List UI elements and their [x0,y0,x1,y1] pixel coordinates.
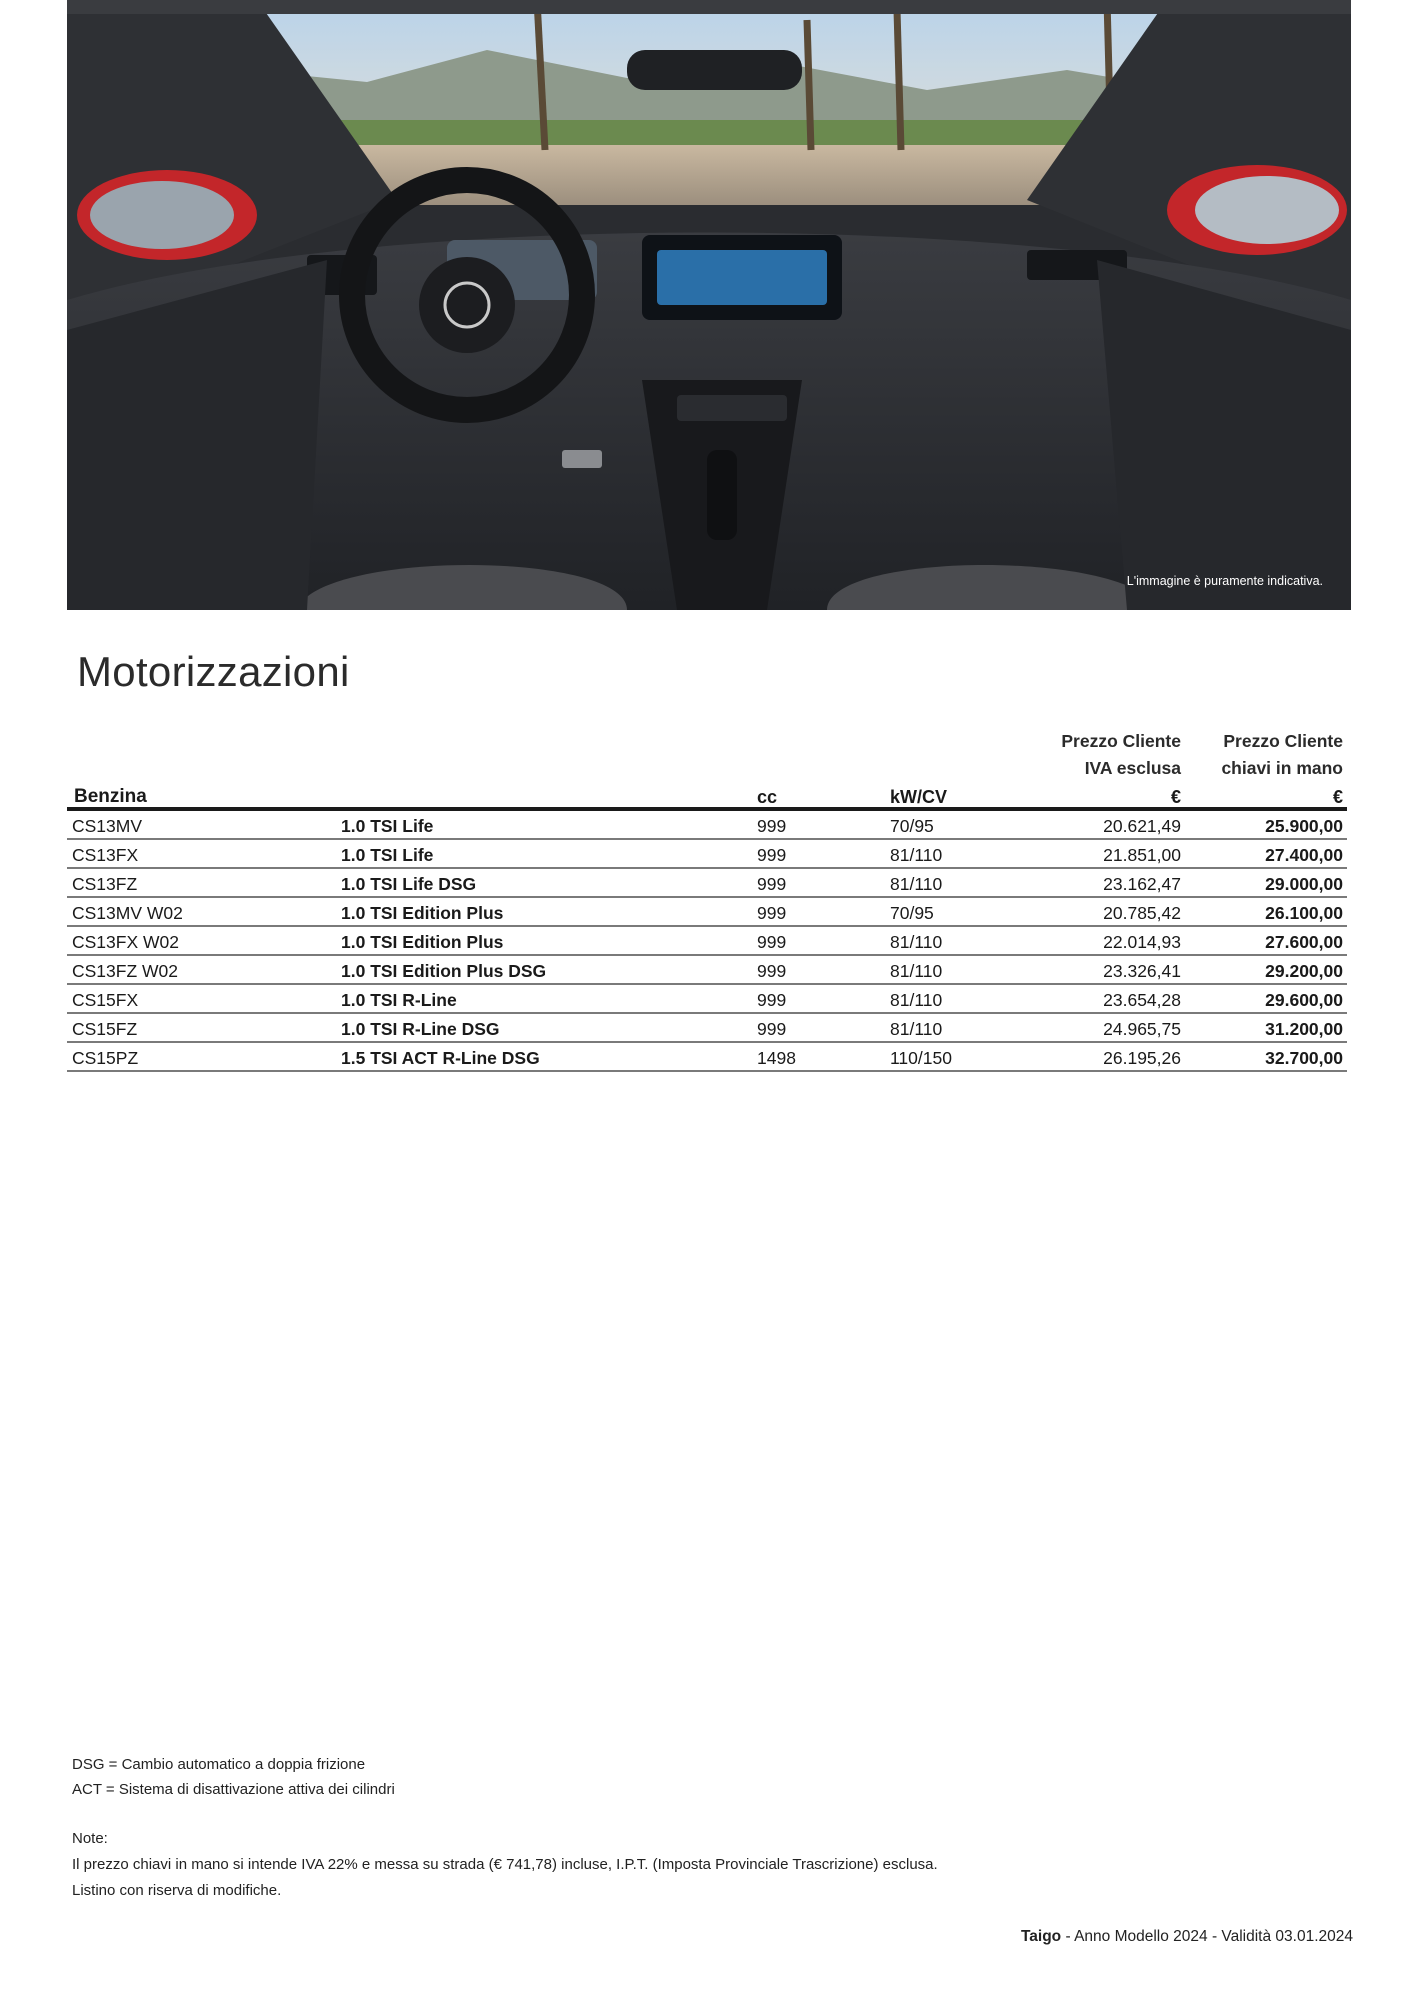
model-name: 1.0 TSI Edition Plus [341,903,504,923]
price-gross: 29.200,00 [1265,961,1343,981]
displacement: 999 [757,990,787,1010]
model-code: CS13FZ [72,874,138,894]
model-code: CS13FX W02 [72,932,179,952]
model-name: 1.0 TSI Edition Plus [341,932,504,952]
legend-act: ACT = Sistema di disattivazione attiva dei cilindri [72,1781,395,1798]
table-row [67,869,1347,898]
notes-line-price: Il prezzo chiavi in mano si intende IVA 22% e messa su strada (€ 741,78) incluse, I.P.T. (Imposta Provinciale Trascrizione) esclusa. [72,1856,938,1873]
footer-validity: - Anno Modello 2024 - Validità 03.01.2024 [1061,1928,1353,1945]
gear-shifter [707,450,737,540]
displacement: 1498 [757,1048,796,1068]
price-gross: 25.900,00 [1265,816,1343,836]
table-row [67,985,1347,1014]
notes-heading: Note: [72,1830,108,1847]
power: 81/110 [890,961,943,981]
model-name: 1.0 TSI Life [341,816,434,836]
displacement: 999 [757,816,787,836]
model-name: 1.0 TSI Life [341,845,434,865]
displacement: 999 [757,903,787,923]
model-name: 1.5 TSI ACT R-Line DSG [341,1048,540,1068]
hero-image [67,0,1351,610]
price-net-header: Prezzo Cliente IVA esclusa [1061,731,1181,778]
model-code: CS15FX [72,990,139,1010]
power: 81/110 [890,874,943,894]
table-row [67,1014,1347,1043]
price-gross: 26.100,00 [1265,903,1343,923]
power: 81/110 [890,845,943,865]
table-row [67,898,1347,927]
price-gross: 29.000,00 [1265,874,1343,894]
power: 70/95 [890,903,934,923]
column-cc: cc [757,787,778,807]
price-net: 26.195,26 [1103,1048,1181,1068]
model-code: CS13FX [72,845,139,865]
price-net: 20.785,42 [1103,903,1181,923]
abbreviation-legend [72,1752,395,1802]
footer-model: Taigo [1020,1928,1062,1945]
power: 110/150 [890,1048,952,1068]
table-row [67,956,1347,985]
legend-dsg: DSG = Cambio automatico a doppia frizione [72,1756,366,1773]
currency-net: € [1170,787,1181,807]
price-net: 23.326,41 [1103,961,1181,981]
power: 81/110 [890,990,943,1010]
page-title: Motorizzazioni [77,648,350,695]
model-name: 1.0 TSI R-Line DSG [341,1019,500,1039]
displacement: 999 [757,1019,787,1039]
pedals [562,450,602,468]
currency-gross: € [1332,787,1343,807]
price-net: 21.851,00 [1103,845,1181,865]
image-disclaimer: L'immagine è puramente indicativa. [1126,574,1323,588]
model-code: CS15FZ [72,1019,138,1039]
table-header-row [67,784,1347,811]
notes-line-disclaimer: Listino con riserva di modifiche. [72,1882,282,1899]
displacement: 999 [757,874,787,894]
model-name: 1.0 TSI Edition Plus DSG [341,961,547,981]
power: 81/110 [890,932,943,952]
price-gross: 31.200,00 [1265,1019,1343,1039]
model-code: CS13FZ W02 [72,961,178,981]
table-row [67,927,1347,956]
displacement: 999 [757,961,787,981]
model-name: 1.0 TSI Life DSG [341,874,477,894]
column-kw-cv: kW/CV [890,787,948,807]
table-body [67,811,1347,1072]
power: 81/110 [890,1019,943,1039]
displacement: 999 [757,845,787,865]
table-row [67,840,1347,869]
rearview-mirror [627,50,802,90]
price-net: 22.014,93 [1103,932,1181,952]
model-code: CS15PZ [72,1048,139,1068]
price-gross: 29.600,00 [1265,990,1343,1010]
fuel-section-label: Benzina [74,786,147,807]
price-gross: 32.700,00 [1265,1048,1343,1068]
car-interior-illustration [67,0,1351,610]
table-row [67,1043,1347,1072]
price-header [67,720,1347,784]
price-net: 20.621,49 [1103,816,1181,836]
model-code: CS13MV [72,816,143,836]
page-footer [1021,1928,1353,1946]
model-name: 1.0 TSI R-Line [341,990,457,1010]
notes [72,1826,938,1904]
price-gross: 27.600,00 [1265,932,1343,952]
price-gross: 27.400,00 [1265,845,1343,865]
table-row [67,811,1347,840]
model-code: CS13MV W02 [72,903,183,923]
climate-controls [677,395,787,421]
price-net: 24.965,75 [1103,1019,1181,1039]
power: 70/95 [890,816,934,836]
price-gross-header: Prezzo Cliente chiavi in mano [1221,731,1343,778]
displacement: 999 [757,932,787,952]
price-table [67,720,1347,1072]
price-net: 23.162,47 [1103,874,1181,894]
price-net: 23.654,28 [1103,990,1181,1010]
